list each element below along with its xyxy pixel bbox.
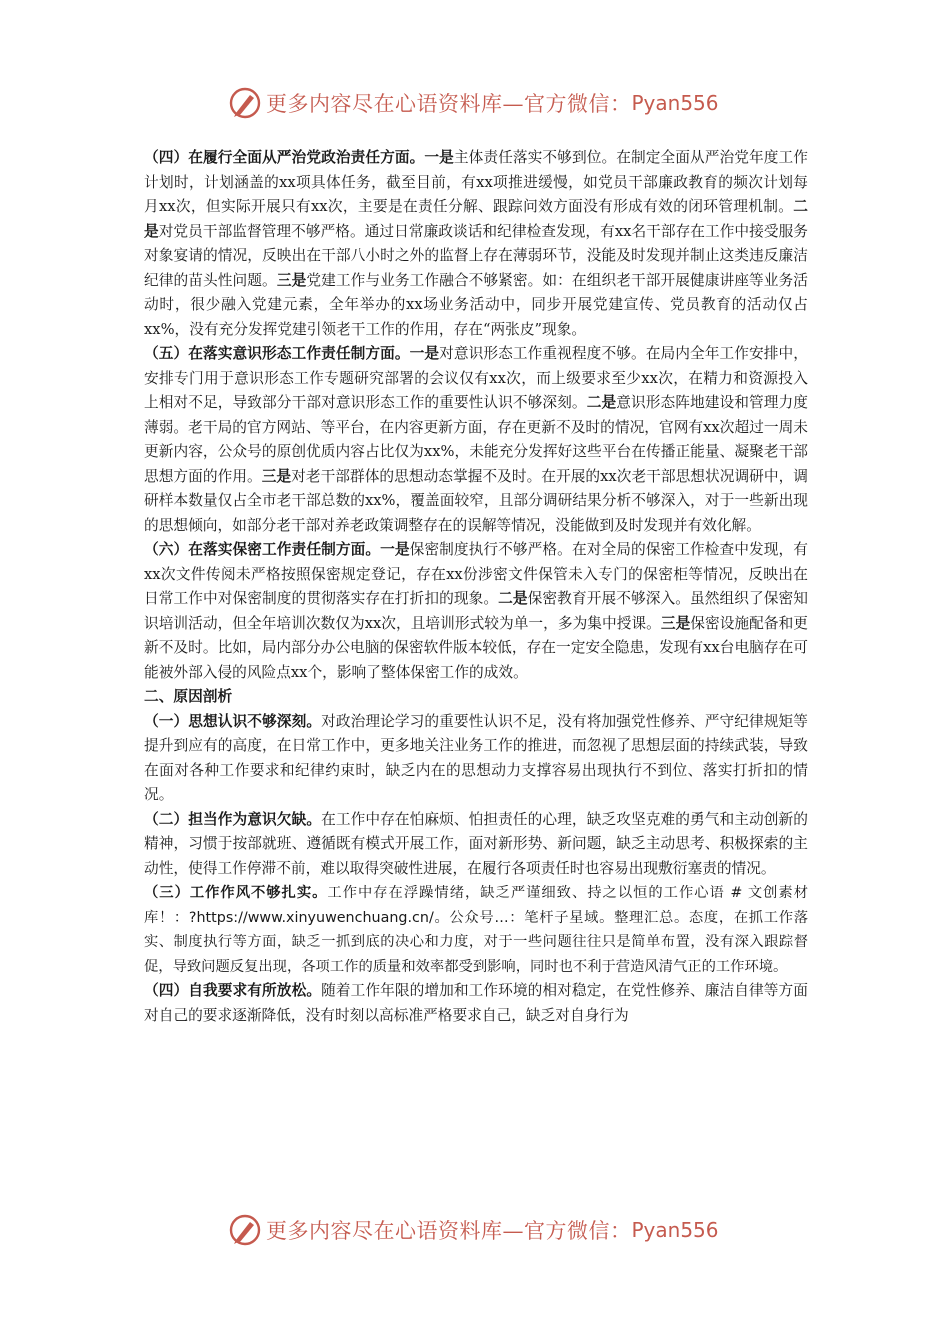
footer-banner-text: 更多内容尽在心语资料库—官方微信： bbox=[266, 1219, 632, 1243]
document-body bbox=[144, 146, 808, 1028]
pen-logo-icon bbox=[228, 1213, 262, 1247]
header-wechat-id: Pyan556 bbox=[631, 91, 719, 115]
section-5-heading: （五）在落实意识形态工作责任制方面。 bbox=[144, 345, 410, 362]
section-6-heading: （六）在落实保密工作责任制方面。 bbox=[144, 541, 381, 558]
reason-4: （四）自我要求有所放松。随着工作年限的增加和工作环境的相对稳定，在党性修养、廉洁自律等方面对自己的要求逐渐降低，没有时刻以高标准严格要求自己，缺乏对自身行为 bbox=[144, 982, 808, 1024]
header-banner-text: 更多内容尽在心语资料库—官方微信： bbox=[266, 92, 632, 116]
footer-banner bbox=[228, 1211, 728, 1249]
section-5: （五）在落实意识形态工作责任制方面。一是对意识形态工作重视程度不够。在局内全年工作安排中，安排专门用于意识形态工作专题研究部署的会议仅有xx次，而上级要求至少xx次，在精力和资源投入上相对不足，导致部分干部对意识形态工作的重要性认识不够深刻。二是意识形态阵地建设和管理力度薄弱。老干局的官方网站、等平台，在内容更新方面，存在更新不及时的情况，官网有xx次超过一周未更新内容，公众号的原创优质内容占比仅为xx%，未能充分发挥好这些平台在传播正能量、凝聚老干部思想方面的作用。三是对老干部群体的思想动态掌握不及时。在开展的xx次老干部思想状况调研中，调研样本数量仅占全市老干部总数的xx%，覆盖面较窄，且部分调研结果分析不够深入，对于一些新出现的思想倾向，如部分老干部对养老政策调整存在的误解等情况，没能做到及时发现并有效化解。 bbox=[144, 345, 808, 534]
reason-2: （二）担当作为意识欠缺。在工作中存在怕麻烦、怕担责任的心理，缺乏攻坚克难的勇气和主动创新的精神，习惯于按部就班、遵循既有模式开展工作，面对新形势、新问题，缺乏主动思考、积极探索的主动性，使得工作停滞不前，难以取得突破性进展，在履行各项责任时也容易出现敷衍塞责的情况。 bbox=[144, 810, 808, 877]
section-4-heading: （四）在履行全面从严治党政治责任方面。 bbox=[144, 149, 425, 166]
pen-logo-icon bbox=[228, 86, 262, 120]
footer-wechat-id: Pyan556 bbox=[631, 1218, 719, 1242]
reason-3-heading: （三）工作作风不够扎实。 bbox=[144, 885, 328, 901]
reason-4-heading: （四）自我要求有所放松。 bbox=[144, 982, 322, 999]
reason-1-heading: （一）思想认识不够深刻。 bbox=[144, 712, 322, 730]
reason-1: （一）思想认识不够深刻。对政治理论学习的重要性认识不足，没有将加强党性修养、严守纪律规矩等提升到应有的高度，在日常工作中，更多地关注业务工作的推进，而忽视了思想层面的持续武装，导致在面对各种工作要求和纪律约束时，缺乏内在的思想动力支撑容易出现执行不到位、落实打折扣的情况。 bbox=[144, 712, 808, 803]
reason-2-heading: （二）担当作为意识欠缺。 bbox=[144, 810, 322, 828]
reason-3: （三）工作作风不够扎实。工作中存在浮躁情绪，缺乏严谨细致、持之以恒的工作心语 # 文创素材库！：?https://www.xinyuwenchuang.cn/。公众号…：笔杆子星域。整理汇总。态度，在抓工作落实、制度执行等方面，缺乏一抓到底的决心和力度，对于一些问题往往只是简单布置，没有深入跟踪督促，导致问题反复出现，各项工作的质量和效率都受到影响，同时也不利于营造风清气正的工作环境。 bbox=[144, 885, 808, 975]
header-banner bbox=[228, 84, 728, 122]
section-4: （四）在履行全面从严治党政治责任方面。一是主体责任落实不够到位。在制定全面从严治党年度工作计划时，计划涵盖的xx项具体任务，截至目前，有xx项推进缓慢，如党员干部廉政教育的频次计划每月xx次，但实际开展只有xx次，主要是在责任分解、跟踪问效方面没有形成有效的闭环管理机制。二是对党员干部监督管理不够严格。通过日常廉政谈话和纪律检查发现，有xx名干部存在工作中接受服务对象宴请的情况，反映出在干部八小时之外的监督上存在薄弱环节，没能及时发现并制止这类违反廉洁纪律的苗头性问题。三是党建工作与业务工作融合不够紧密。如：在组织老干部开展健康讲座等业务活动时，很少融入党建元素，全年举办的xx场业务活动中，同步开展党建宣传、党员教育的活动仅占xx%，没有充分发挥党建引领老干工作的作用，存在“两张皮”现象。 bbox=[144, 149, 808, 338]
section-6: （六）在落实保密工作责任制方面。一是保密制度执行不够严格。在对全局的保密工作检查中发现，有xx次文件传阅未严格按照保密规定登记，存在xx份涉密文件保管未入专门的保密柜等情况，反映出在日常工作中对保密制度的贯彻落实存在打折扣的现象。二是保密教育开展不够深入。虽然组织了保密知识培训活动，但全年培训次数仅为xx次，且培训形式较为单一，多为集中授课。三是保密设施配备和更新不及时。比如，局内部分办公电脑的保密软件版本较低，存在一定安全隐患，发现有xx台电脑存在可能被外部入侵的风险点xx个，影响了整体保密工作的成效。 bbox=[144, 541, 808, 681]
part2-title: 二、原因剖析 bbox=[144, 688, 233, 705]
